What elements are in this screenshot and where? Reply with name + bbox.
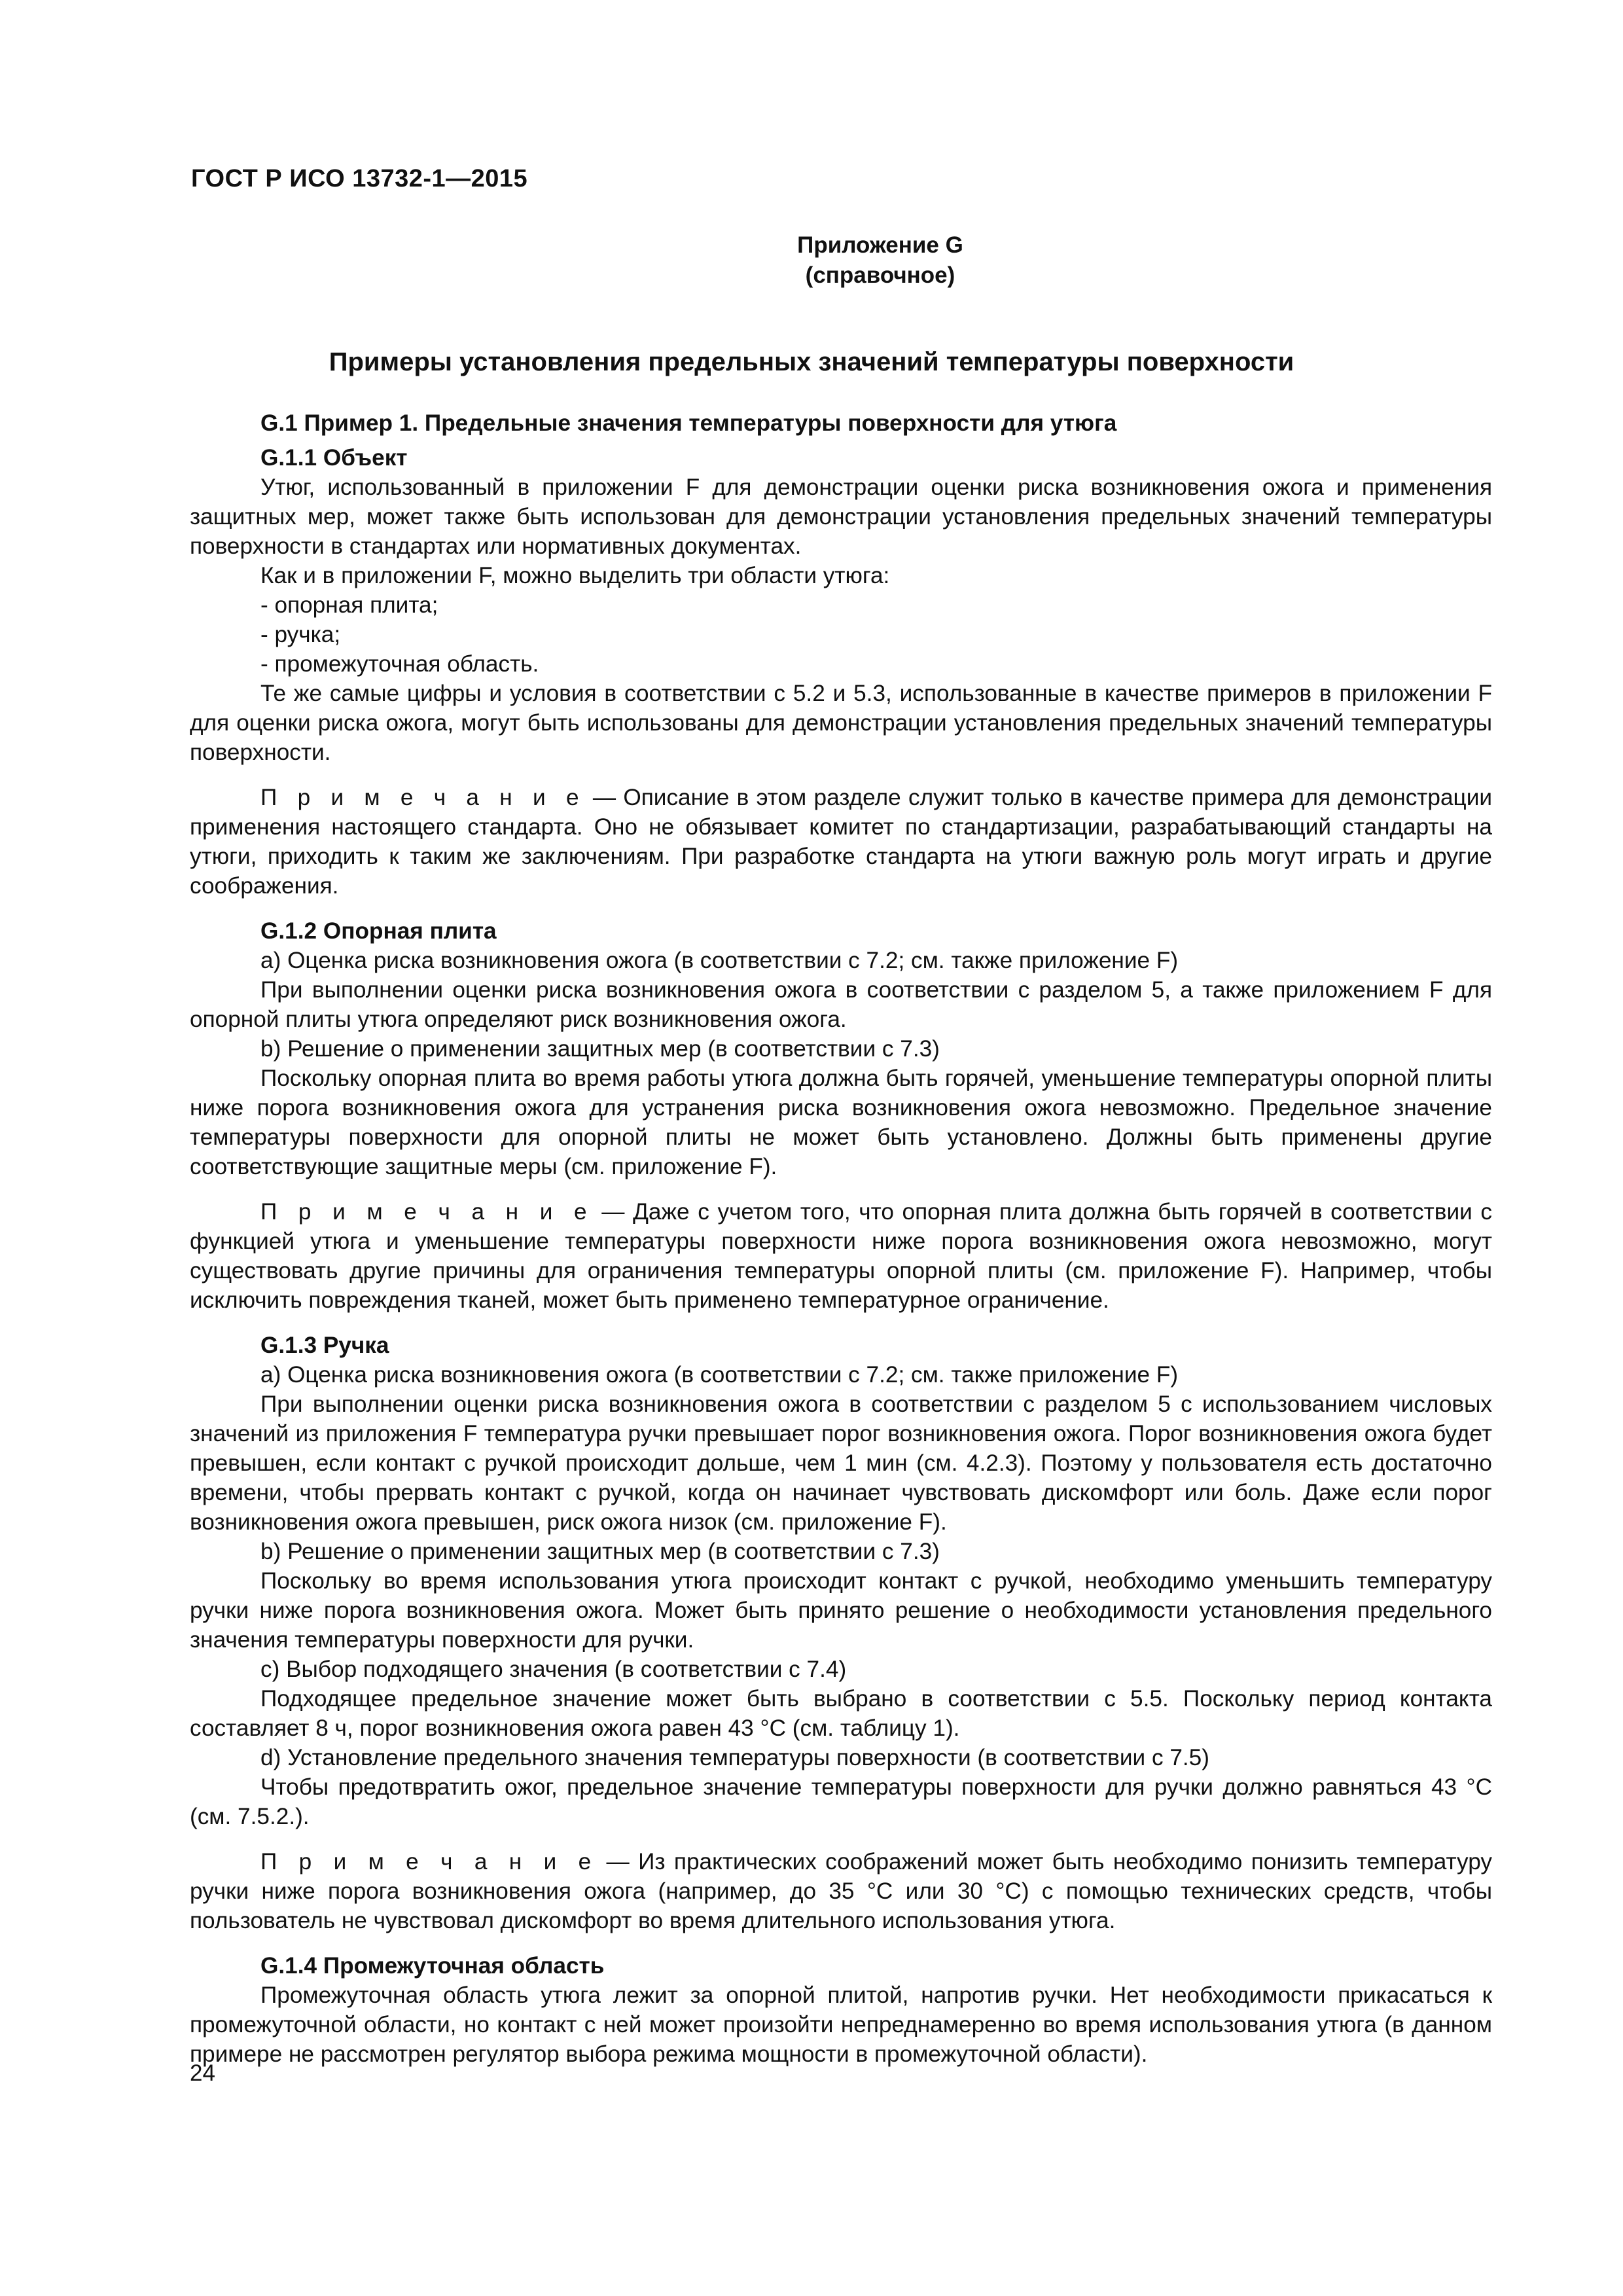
g11-note	[190, 783, 1492, 901]
annex-heading	[0, 230, 1623, 291]
annex-type: (справочное)	[805, 262, 955, 288]
annex-label: Приложение G	[797, 232, 963, 258]
note-label: П р и м е ч а н и е	[260, 785, 586, 810]
g13-note	[190, 1847, 1492, 1935]
annex-title: Примеры установления предельных значений температуры поверхности	[329, 348, 1294, 376]
page-number: 24	[190, 2060, 215, 2086]
note-label: П р и м е ч а н и е	[260, 1199, 594, 1225]
g12-note	[190, 1197, 1492, 1315]
g11-note-text: — Описание в этом разделе служит только в качестве примера для демонстрации применения настоящего стандарта. Оно не обязывает комитет по стандартизации, разрабатывающий стандарты на утюги, приходить к таким же заключениям. При разработке стандарта на утюги важную роль могут играть и другие соображения.	[190, 785, 1493, 899]
g13-item-d-text: Чтобы предотвратить ожог, предельное значение температуры поверхности для ручки должно равняться 43 °С (см. 7.5.2.).	[190, 1774, 1492, 1829]
g11-list-item-3: - промежуточная область.	[260, 651, 539, 677]
g11-paragraph-1: Утюг, использованный в приложении F для демонстрации оценки риска возникновения ожога и применения защитных мер, может также быть использован для демонстрации установления предельных значений температуры поверхности в стандартах или нормативных документах.	[190, 475, 1492, 559]
g13-item-b-text: Поскольку во время использования утюга происходит контакт с ручкой, необходимо уменьшить температуру ручки ниже порога возникновения ожога. Может быть принято решение о необходимости установления предельного значения температуры поверхности для ручки.	[190, 1568, 1492, 1653]
document-code-header: ГОСТ Р ИСО 13732-1—2015	[191, 165, 528, 192]
g12-note-text: — Даже с учетом того, что опорная плита должна быть горячей в соответствии с функцией утюга и уменьшение температуры поверхности ниже порога возникновения ожога невозможно, могут существовать другие причины для ограничения температуры опорной плиты (см. приложение F). Например, чтобы исключить повреждения тканей, может быть применено температурное ограничение.	[190, 1199, 1492, 1313]
g11-list-item-2: - ручка;	[260, 622, 341, 647]
section-g12-heading: G.1.2 Опорная плита	[260, 918, 497, 944]
g11-list-item-1: - опорная плита;	[260, 592, 438, 618]
g12-item-b: b) Решение о применении защитных мер (в соответствии с 7.3)	[260, 1036, 940, 1062]
section-g13-heading: G.1.3 Ручка	[260, 1333, 389, 1358]
g13-item-a: a) Оценка риска возникновения ожога (в соответствии с 7.2; см. также приложение F)	[260, 1362, 1179, 1388]
g13-item-c-text: Подходящее предельное значение может быть выбрано в соответствии с 5.5. Поскольку период контакта составляет 8 ч, порог возникновения ожога равен 43 °С (см. таблицу 1).	[190, 1686, 1492, 1741]
annex-body	[190, 408, 1492, 2069]
g11-paragraph-2: Как и в приложении F, можно выделить три области утюга:	[260, 563, 890, 588]
g13-item-a-text: При выполнении оценки риска возникновения ожога в соответствии с разделом 5 с использованием числовых значений из приложения F температура ручки превышает порог возникновения ожога. Порог возникновения ожога будет превышен, если контакт с ручкой происходит дольше, чем 1 мин (см. 4.2.3). Поэтому у пользователя есть достаточно времени, чтобы прервать контакт с ручкой, когда он начинает чувствовать дискомфорт или боль. Даже если порог возникновения ожога превышен, риск ожога низок (см. приложение F).	[190, 1391, 1492, 1535]
g13-item-d: d) Установление предельного значения температуры поверхности (в соответствии с 7.5)	[260, 1745, 1209, 1770]
g12-item-a-text: При выполнении оценки риска возникновения ожога в соответствии с разделом 5, а также приложением F для опорной плиты утюга определяют риск возникновения ожога.	[190, 977, 1492, 1032]
g13-item-b: b) Решение о применении защитных мер (в соответствии с 7.3)	[260, 1539, 940, 1564]
section-g1-heading: G.1 Пример 1. Предельные значения температуры поверхности для утюга	[260, 410, 1117, 436]
g13-item-c: c) Выбор подходящего значения (в соответствии с 7.4)	[260, 1657, 847, 1682]
section-g14-heading: G.1.4 Промежуточная область	[260, 1953, 605, 1979]
g12-item-a: a) Оценка риска возникновения ожога (в соответствии с 7.2; см. также приложение F)	[260, 948, 1179, 973]
g12-item-b-text: Поскольку опорная плита во время работы утюга должна быть горячей, уменьшение температуры опорной плиты ниже порога возникновения ожога для устранения риска возникновения ожога невозможно. Предельное значение температуры поверхности для опорной плиты не может быть установлено. Должны быть применены другие соответствующие защитные меры (см. приложение F).	[190, 1066, 1492, 1179]
g14-paragraph: Промежуточная область утюга лежит за опорной плитой, напротив ручки. Нет необходимости прикасаться к промежуточной области, но контакт с ней может произойти непреднамеренно во время использования утюга (в данном примере не рассмотрен регулятор выбора режима мощности в промежуточной области).	[190, 1982, 1492, 2067]
note-label: П р и м е ч а н и е	[260, 1849, 598, 1874]
section-g11-heading: G.1.1 Объект	[260, 445, 408, 471]
g11-paragraph-3: Те же самые цифры и условия в соответствии с 5.2 и 5.3, использованные в качестве примеров в приложении F для оценки риска ожога, могут быть использованы для демонстрации установления предельных значений температуры поверхности.	[190, 681, 1492, 765]
g13-note-text: — Из практических соображений может быть необходимо понизить температуру ручки ниже порога возникновения ожога (например, до 35 °С или 30 °С) с помощью технических средств, чтобы пользователь не чувствовал дискомфорт во время длительного использования утюга.	[190, 1849, 1492, 1933]
